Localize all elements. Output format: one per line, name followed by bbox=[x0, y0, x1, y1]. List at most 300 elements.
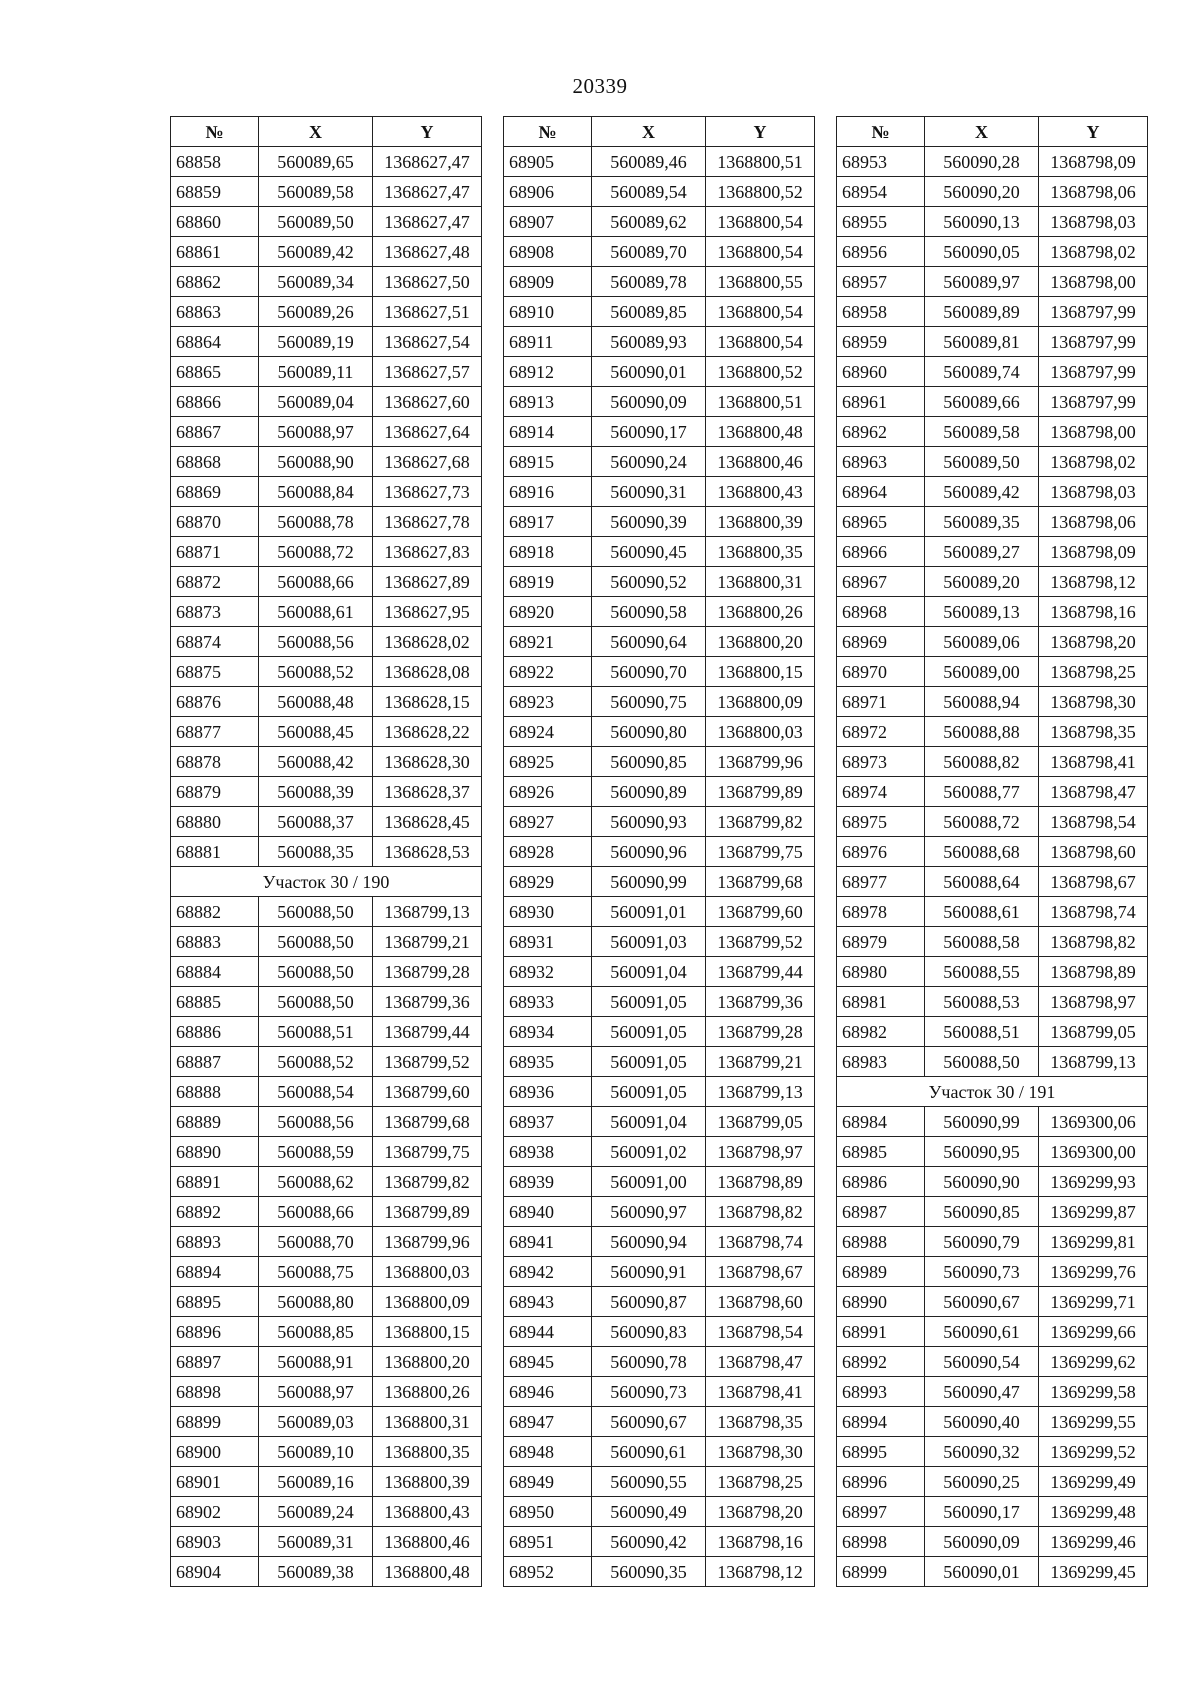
coordinate-table-3 bbox=[836, 116, 1148, 1587]
table-row bbox=[171, 627, 482, 657]
x-coordinate: 560089,81 bbox=[925, 327, 1039, 357]
table-row bbox=[504, 1467, 815, 1497]
y-coordinate: 1368627,68 bbox=[373, 447, 482, 477]
x-coordinate: 560089,58 bbox=[925, 417, 1039, 447]
table-row bbox=[837, 1407, 1148, 1437]
x-coordinate: 560089,42 bbox=[925, 477, 1039, 507]
point-number: 68959 bbox=[837, 327, 925, 357]
point-number: 68967 bbox=[837, 567, 925, 597]
point-number: 68863 bbox=[171, 297, 259, 327]
point-number: 68892 bbox=[171, 1197, 259, 1227]
point-number: 68942 bbox=[504, 1257, 592, 1287]
y-coordinate: 1368627,73 bbox=[373, 477, 482, 507]
y-coordinate: 1368798,35 bbox=[706, 1407, 815, 1437]
y-coordinate: 1368627,60 bbox=[373, 387, 482, 417]
point-number: 68974 bbox=[837, 777, 925, 807]
point-number: 68885 bbox=[171, 987, 259, 1017]
y-coordinate: 1368628,02 bbox=[373, 627, 482, 657]
x-coordinate: 560090,32 bbox=[925, 1437, 1039, 1467]
point-number: 68929 bbox=[504, 867, 592, 897]
point-number: 68979 bbox=[837, 927, 925, 957]
point-number: 68864 bbox=[171, 327, 259, 357]
x-coordinate: 560090,85 bbox=[925, 1197, 1039, 1227]
point-number: 68977 bbox=[837, 867, 925, 897]
x-coordinate: 560090,42 bbox=[592, 1527, 706, 1557]
y-coordinate: 1368627,95 bbox=[373, 597, 482, 627]
y-coordinate: 1368798,30 bbox=[706, 1437, 815, 1467]
y-coordinate: 1368798,00 bbox=[1039, 267, 1148, 297]
y-coordinate: 1368800,52 bbox=[706, 357, 815, 387]
y-coordinate: 1368799,96 bbox=[706, 747, 815, 777]
y-coordinate: 1368627,57 bbox=[373, 357, 482, 387]
point-number: 68937 bbox=[504, 1107, 592, 1137]
coordinate-table-1 bbox=[170, 116, 482, 1587]
y-coordinate: 1369299,71 bbox=[1039, 1287, 1148, 1317]
x-coordinate: 560090,31 bbox=[592, 477, 706, 507]
header-y: Y bbox=[706, 117, 815, 147]
x-coordinate: 560090,99 bbox=[925, 1107, 1039, 1137]
table-row bbox=[504, 1377, 815, 1407]
table-row bbox=[837, 957, 1148, 987]
x-coordinate: 560090,85 bbox=[592, 747, 706, 777]
x-coordinate: 560090,40 bbox=[925, 1407, 1039, 1437]
point-number: 68868 bbox=[171, 447, 259, 477]
x-coordinate: 560088,82 bbox=[925, 747, 1039, 777]
point-number: 68918 bbox=[504, 537, 592, 567]
table-row bbox=[504, 447, 815, 477]
table-row bbox=[837, 537, 1148, 567]
section-title: Участок 30 / 191 bbox=[837, 1077, 1148, 1107]
y-coordinate: 1368628,08 bbox=[373, 657, 482, 687]
table-row bbox=[171, 537, 482, 567]
y-coordinate: 1368627,51 bbox=[373, 297, 482, 327]
table-row bbox=[171, 357, 482, 387]
table-row bbox=[171, 477, 482, 507]
x-coordinate: 560088,51 bbox=[925, 1017, 1039, 1047]
point-number: 68916 bbox=[504, 477, 592, 507]
point-number: 68931 bbox=[504, 927, 592, 957]
x-coordinate: 560090,13 bbox=[925, 207, 1039, 237]
point-number: 68906 bbox=[504, 177, 592, 207]
table-row bbox=[504, 1137, 815, 1167]
x-coordinate: 560090,17 bbox=[592, 417, 706, 447]
x-coordinate: 560088,78 bbox=[259, 507, 373, 537]
x-coordinate: 560088,39 bbox=[259, 777, 373, 807]
point-number: 68984 bbox=[837, 1107, 925, 1137]
y-coordinate: 1368799,60 bbox=[706, 897, 815, 927]
x-coordinate: 560088,52 bbox=[259, 657, 373, 687]
table-row bbox=[504, 777, 815, 807]
y-coordinate: 1368800,54 bbox=[706, 207, 815, 237]
y-coordinate: 1368627,78 bbox=[373, 507, 482, 537]
x-coordinate: 560089,20 bbox=[925, 567, 1039, 597]
point-number: 68971 bbox=[837, 687, 925, 717]
y-coordinate: 1369299,58 bbox=[1039, 1377, 1148, 1407]
table-row bbox=[837, 567, 1148, 597]
x-coordinate: 560089,06 bbox=[925, 627, 1039, 657]
point-number: 68940 bbox=[504, 1197, 592, 1227]
y-coordinate: 1368799,05 bbox=[1039, 1017, 1148, 1047]
table-row bbox=[171, 1257, 482, 1287]
point-number: 68878 bbox=[171, 747, 259, 777]
y-coordinate: 1368627,48 bbox=[373, 237, 482, 267]
point-number: 68859 bbox=[171, 177, 259, 207]
y-coordinate: 1368628,53 bbox=[373, 837, 482, 867]
point-number: 68935 bbox=[504, 1047, 592, 1077]
point-number: 68899 bbox=[171, 1407, 259, 1437]
point-number: 68936 bbox=[504, 1077, 592, 1107]
table-row bbox=[504, 147, 815, 177]
x-coordinate: 560090,61 bbox=[925, 1317, 1039, 1347]
point-number: 68858 bbox=[171, 147, 259, 177]
table-row bbox=[837, 477, 1148, 507]
point-number: 68887 bbox=[171, 1047, 259, 1077]
table-row bbox=[837, 837, 1148, 867]
point-number: 68982 bbox=[837, 1017, 925, 1047]
point-number: 68894 bbox=[171, 1257, 259, 1287]
x-coordinate: 560089,58 bbox=[259, 177, 373, 207]
point-number: 68926 bbox=[504, 777, 592, 807]
y-coordinate: 1368797,99 bbox=[1039, 297, 1148, 327]
table-row bbox=[171, 1407, 482, 1437]
x-coordinate: 560088,90 bbox=[259, 447, 373, 477]
table-row bbox=[837, 717, 1148, 747]
x-coordinate: 560088,61 bbox=[925, 897, 1039, 927]
x-coordinate: 560091,01 bbox=[592, 897, 706, 927]
point-number: 68993 bbox=[837, 1377, 925, 1407]
table-row bbox=[837, 417, 1148, 447]
y-coordinate: 1368799,44 bbox=[373, 1017, 482, 1047]
point-number: 68902 bbox=[171, 1497, 259, 1527]
x-coordinate: 560089,74 bbox=[925, 357, 1039, 387]
point-number: 68897 bbox=[171, 1347, 259, 1377]
point-number: 68968 bbox=[837, 597, 925, 627]
x-coordinate: 560090,01 bbox=[925, 1557, 1039, 1587]
y-coordinate: 1368800,26 bbox=[706, 597, 815, 627]
y-coordinate: 1368800,35 bbox=[706, 537, 815, 567]
table-row bbox=[837, 687, 1148, 717]
y-coordinate: 1368798,89 bbox=[1039, 957, 1148, 987]
x-coordinate: 560088,50 bbox=[259, 927, 373, 957]
point-number: 68870 bbox=[171, 507, 259, 537]
y-coordinate: 1368798,06 bbox=[1039, 507, 1148, 537]
x-coordinate: 560090,64 bbox=[592, 627, 706, 657]
x-coordinate: 560090,05 bbox=[925, 237, 1039, 267]
point-number: 68981 bbox=[837, 987, 925, 1017]
table-header-row bbox=[837, 117, 1148, 147]
point-number: 68960 bbox=[837, 357, 925, 387]
point-number: 68912 bbox=[504, 357, 592, 387]
table-row bbox=[171, 957, 482, 987]
point-number: 68920 bbox=[504, 597, 592, 627]
table-row bbox=[837, 357, 1148, 387]
y-coordinate: 1368800,48 bbox=[373, 1557, 482, 1587]
point-number: 68934 bbox=[504, 1017, 592, 1047]
y-coordinate: 1368627,89 bbox=[373, 567, 482, 597]
x-coordinate: 560090,90 bbox=[925, 1167, 1039, 1197]
x-coordinate: 560090,24 bbox=[592, 447, 706, 477]
point-number: 68957 bbox=[837, 267, 925, 297]
y-coordinate: 1368799,68 bbox=[373, 1107, 482, 1137]
point-number: 68898 bbox=[171, 1377, 259, 1407]
x-coordinate: 560088,61 bbox=[259, 597, 373, 627]
x-coordinate: 560088,55 bbox=[925, 957, 1039, 987]
x-coordinate: 560089,85 bbox=[592, 297, 706, 327]
y-coordinate: 1368800,31 bbox=[706, 567, 815, 597]
table-row bbox=[837, 1377, 1148, 1407]
y-coordinate: 1368799,82 bbox=[373, 1167, 482, 1197]
table-row bbox=[837, 1317, 1148, 1347]
header-x: X bbox=[592, 117, 706, 147]
x-coordinate: 560089,42 bbox=[259, 237, 373, 267]
x-coordinate: 560088,64 bbox=[925, 867, 1039, 897]
point-number: 68884 bbox=[171, 957, 259, 987]
table-row bbox=[171, 897, 482, 927]
point-number: 68980 bbox=[837, 957, 925, 987]
x-coordinate: 560091,04 bbox=[592, 957, 706, 987]
point-number: 68908 bbox=[504, 237, 592, 267]
table-row bbox=[837, 507, 1148, 537]
y-coordinate: 1368798,60 bbox=[1039, 837, 1148, 867]
y-coordinate: 1368798,89 bbox=[706, 1167, 815, 1197]
table-row bbox=[504, 867, 815, 897]
point-number: 68997 bbox=[837, 1497, 925, 1527]
x-coordinate: 560089,00 bbox=[925, 657, 1039, 687]
y-coordinate: 1369299,45 bbox=[1039, 1557, 1148, 1587]
point-number: 68907 bbox=[504, 207, 592, 237]
point-number: 68987 bbox=[837, 1197, 925, 1227]
table-row bbox=[171, 1227, 482, 1257]
y-coordinate: 1368798,03 bbox=[1039, 477, 1148, 507]
x-coordinate: 560090,54 bbox=[925, 1347, 1039, 1377]
table-row bbox=[171, 417, 482, 447]
x-coordinate: 560091,03 bbox=[592, 927, 706, 957]
table-row bbox=[504, 567, 815, 597]
x-coordinate: 560089,04 bbox=[259, 387, 373, 417]
point-number: 68889 bbox=[171, 1107, 259, 1137]
point-number: 68886 bbox=[171, 1017, 259, 1047]
table-row bbox=[837, 1137, 1148, 1167]
table-row bbox=[504, 1107, 815, 1137]
table-row bbox=[504, 837, 815, 867]
y-coordinate: 1368800,55 bbox=[706, 267, 815, 297]
table-row bbox=[504, 1527, 815, 1557]
y-coordinate: 1369299,81 bbox=[1039, 1227, 1148, 1257]
x-coordinate: 560090,35 bbox=[592, 1557, 706, 1587]
y-coordinate: 1368799,13 bbox=[373, 897, 482, 927]
point-number: 68888 bbox=[171, 1077, 259, 1107]
y-coordinate: 1369300,00 bbox=[1039, 1137, 1148, 1167]
y-coordinate: 1368799,52 bbox=[373, 1047, 482, 1077]
y-coordinate: 1369300,06 bbox=[1039, 1107, 1148, 1137]
y-coordinate: 1368798,12 bbox=[706, 1557, 815, 1587]
point-number: 68956 bbox=[837, 237, 925, 267]
table-row bbox=[171, 1137, 482, 1167]
y-coordinate: 1368799,89 bbox=[706, 777, 815, 807]
point-number: 68978 bbox=[837, 897, 925, 927]
y-coordinate: 1368627,50 bbox=[373, 267, 482, 297]
point-number: 68994 bbox=[837, 1407, 925, 1437]
table-row bbox=[837, 1497, 1148, 1527]
y-coordinate: 1368798,02 bbox=[1039, 237, 1148, 267]
point-number: 68948 bbox=[504, 1437, 592, 1467]
x-coordinate: 560090,67 bbox=[925, 1287, 1039, 1317]
x-coordinate: 560088,88 bbox=[925, 717, 1039, 747]
x-coordinate: 560090,67 bbox=[592, 1407, 706, 1437]
table-row bbox=[837, 1167, 1148, 1197]
point-number: 68958 bbox=[837, 297, 925, 327]
point-number: 68947 bbox=[504, 1407, 592, 1437]
x-coordinate: 560090,49 bbox=[592, 1497, 706, 1527]
point-number: 68975 bbox=[837, 807, 925, 837]
point-number: 68928 bbox=[504, 837, 592, 867]
x-coordinate: 560088,56 bbox=[259, 627, 373, 657]
point-number: 68925 bbox=[504, 747, 592, 777]
x-coordinate: 560090,80 bbox=[592, 717, 706, 747]
point-number: 68875 bbox=[171, 657, 259, 687]
y-coordinate: 1368800,03 bbox=[373, 1257, 482, 1287]
x-coordinate: 560090,09 bbox=[925, 1527, 1039, 1557]
y-coordinate: 1368799,21 bbox=[706, 1047, 815, 1077]
point-number: 68951 bbox=[504, 1527, 592, 1557]
table-row bbox=[171, 1527, 482, 1557]
point-number: 68914 bbox=[504, 417, 592, 447]
y-coordinate: 1368798,25 bbox=[706, 1467, 815, 1497]
x-coordinate: 560091,05 bbox=[592, 1017, 706, 1047]
x-coordinate: 560089,89 bbox=[925, 297, 1039, 327]
y-coordinate: 1368798,67 bbox=[706, 1257, 815, 1287]
table-row bbox=[837, 927, 1148, 957]
x-coordinate: 560090,99 bbox=[592, 867, 706, 897]
table-row bbox=[504, 1167, 815, 1197]
x-coordinate: 560089,34 bbox=[259, 267, 373, 297]
point-number: 68867 bbox=[171, 417, 259, 447]
point-number: 68995 bbox=[837, 1437, 925, 1467]
table-row bbox=[171, 327, 482, 357]
point-number: 68903 bbox=[171, 1527, 259, 1557]
table-row bbox=[171, 1467, 482, 1497]
point-number: 68905 bbox=[504, 147, 592, 177]
point-number: 68924 bbox=[504, 717, 592, 747]
table-row bbox=[504, 1437, 815, 1467]
y-coordinate: 1368799,36 bbox=[373, 987, 482, 1017]
point-number: 68874 bbox=[171, 627, 259, 657]
y-coordinate: 1368627,64 bbox=[373, 417, 482, 447]
point-number: 68941 bbox=[504, 1227, 592, 1257]
y-coordinate: 1368628,37 bbox=[373, 777, 482, 807]
table-row bbox=[837, 597, 1148, 627]
point-number: 68988 bbox=[837, 1227, 925, 1257]
y-coordinate: 1368800,20 bbox=[373, 1347, 482, 1377]
x-coordinate: 560090,89 bbox=[592, 777, 706, 807]
x-coordinate: 560090,95 bbox=[925, 1137, 1039, 1167]
x-coordinate: 560090,25 bbox=[925, 1467, 1039, 1497]
x-coordinate: 560088,50 bbox=[925, 1047, 1039, 1077]
y-coordinate: 1368800,43 bbox=[706, 477, 815, 507]
table-row bbox=[171, 1317, 482, 1347]
x-coordinate: 560090,45 bbox=[592, 537, 706, 567]
point-number: 68966 bbox=[837, 537, 925, 567]
x-coordinate: 560090,94 bbox=[592, 1227, 706, 1257]
x-coordinate: 560091,00 bbox=[592, 1167, 706, 1197]
y-coordinate: 1368799,75 bbox=[706, 837, 815, 867]
y-coordinate: 1368798,12 bbox=[1039, 567, 1148, 597]
table-row bbox=[837, 1257, 1148, 1287]
y-coordinate: 1368798,09 bbox=[1039, 147, 1148, 177]
table-row bbox=[837, 327, 1148, 357]
table-row bbox=[837, 1527, 1148, 1557]
table-row bbox=[171, 447, 482, 477]
x-coordinate: 560089,78 bbox=[592, 267, 706, 297]
y-coordinate: 1369299,46 bbox=[1039, 1527, 1148, 1557]
table-row bbox=[171, 177, 482, 207]
table-row bbox=[171, 837, 482, 867]
table-row bbox=[171, 1017, 482, 1047]
y-coordinate: 1368800,39 bbox=[706, 507, 815, 537]
point-number: 68946 bbox=[504, 1377, 592, 1407]
table-row bbox=[504, 507, 815, 537]
point-number: 68952 bbox=[504, 1557, 592, 1587]
point-number: 68879 bbox=[171, 777, 259, 807]
table-row bbox=[837, 147, 1148, 177]
table-row bbox=[837, 1197, 1148, 1227]
y-coordinate: 1368800,54 bbox=[706, 327, 815, 357]
point-number: 68954 bbox=[837, 177, 925, 207]
point-number: 68877 bbox=[171, 717, 259, 747]
x-coordinate: 560090,78 bbox=[592, 1347, 706, 1377]
point-number: 68944 bbox=[504, 1317, 592, 1347]
y-coordinate: 1368800,09 bbox=[373, 1287, 482, 1317]
point-number: 68904 bbox=[171, 1557, 259, 1587]
table-row bbox=[171, 1077, 482, 1107]
x-coordinate: 560088,91 bbox=[259, 1347, 373, 1377]
header-x: X bbox=[259, 117, 373, 147]
table-row bbox=[504, 687, 815, 717]
x-coordinate: 560090,83 bbox=[592, 1317, 706, 1347]
y-coordinate: 1368799,13 bbox=[1039, 1047, 1148, 1077]
table-row bbox=[171, 1377, 482, 1407]
x-coordinate: 560089,93 bbox=[592, 327, 706, 357]
table-row bbox=[171, 597, 482, 627]
table-row bbox=[504, 1287, 815, 1317]
table-row bbox=[171, 147, 482, 177]
table-row bbox=[171, 657, 482, 687]
x-coordinate: 560089,26 bbox=[259, 297, 373, 327]
table-row bbox=[504, 1347, 815, 1377]
x-coordinate: 560089,97 bbox=[925, 267, 1039, 297]
y-coordinate: 1368798,54 bbox=[706, 1317, 815, 1347]
table-row bbox=[171, 1107, 482, 1137]
x-coordinate: 560089,10 bbox=[259, 1437, 373, 1467]
point-number: 68913 bbox=[504, 387, 592, 417]
table-row bbox=[504, 1557, 815, 1587]
table-row bbox=[504, 297, 815, 327]
table-row bbox=[837, 237, 1148, 267]
table-row bbox=[837, 807, 1148, 837]
table-row bbox=[837, 627, 1148, 657]
point-number: 68933 bbox=[504, 987, 592, 1017]
x-coordinate: 560090,47 bbox=[925, 1377, 1039, 1407]
point-number: 68930 bbox=[504, 897, 592, 927]
x-coordinate: 560088,68 bbox=[925, 837, 1039, 867]
x-coordinate: 560088,70 bbox=[259, 1227, 373, 1257]
header-y: Y bbox=[373, 117, 482, 147]
y-coordinate: 1368798,82 bbox=[1039, 927, 1148, 957]
x-coordinate: 560088,42 bbox=[259, 747, 373, 777]
y-coordinate: 1368798,20 bbox=[1039, 627, 1148, 657]
x-coordinate: 560089,24 bbox=[259, 1497, 373, 1527]
y-coordinate: 1368799,60 bbox=[373, 1077, 482, 1107]
